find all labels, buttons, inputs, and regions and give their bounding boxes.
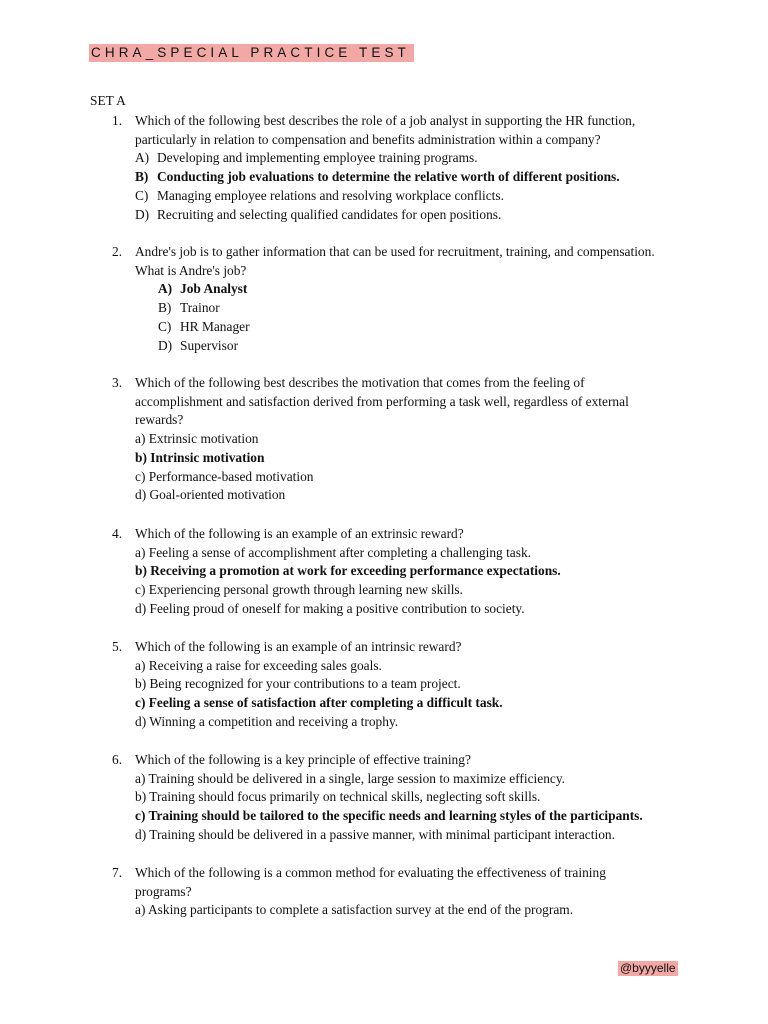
answer-option-d: D) Supervisor: [158, 337, 239, 353]
question-4: [90, 525, 690, 619]
question-text-line: Which of the following is an example of an extrinsic reward?: [135, 526, 464, 541]
question-number: 2.: [112, 244, 123, 259]
question-text-line: Which of the following is an example of an intrinsic reward?: [135, 639, 462, 654]
question-text-line: Andre's job is to gather information that can be used for recruitment, training, and compensation.: [135, 244, 655, 259]
question-number: 4.: [112, 526, 123, 541]
correct-answer-option-b: b) Receiving a promotion at work for exceeding performance expectations.: [135, 563, 561, 579]
question-number: 1.: [112, 113, 123, 128]
answer-option-b: b) Training should focus primarily on technical skills, neglecting soft skills.: [135, 789, 541, 805]
question-number: 6.: [112, 752, 123, 767]
question-text-line: What is Andre's job?: [135, 262, 247, 278]
answer-option-a: a) Asking participants to complete a satisfaction survey at the end of the program.: [135, 902, 574, 918]
question-text-line: accomplishment and satisfaction derived from performing a task well, regardless of external: [135, 393, 629, 409]
correct-answer-option-a: A) Job Analyst: [158, 281, 248, 297]
question-5: [90, 638, 690, 732]
question-1: [90, 112, 690, 224]
answer-option-c: C) Managing employee relations and resolving workplace conflicts.: [135, 187, 504, 203]
answer-option-d: d) Feeling proud of oneself for making a positive contribution to society.: [135, 600, 525, 616]
answer-option-a: a) Feeling a sense of accomplishment after completing a challenging task.: [135, 544, 532, 560]
question-text-line: rewards?: [135, 412, 184, 428]
answer-option-a: a) Training should be delivered in a single, large session to maximize efficiency.: [135, 770, 566, 786]
correct-answer-option-b: B) Conducting job evaluations to determine the relative worth of different positions.: [135, 169, 620, 185]
answer-option-c: c) Experiencing personal growth through learning new skills.: [135, 582, 463, 598]
answer-option-d: D) Recruiting and selecting qualified candidates for open positions.: [135, 206, 502, 222]
answer-option-b: B) Trainor: [158, 300, 220, 316]
correct-answer-option-c: c) Feeling a sense of satisfaction after completing a difficult task.: [135, 695, 503, 711]
question-3: [90, 374, 690, 505]
question-number: 7.: [112, 865, 123, 880]
correct-answer-option-c: c) Training should be tailored to the specific needs and learning styles of the participants.: [135, 808, 643, 824]
question-text-line: programs?: [135, 883, 192, 899]
correct-answer-option-b: b) Intrinsic motivation: [135, 449, 265, 465]
answer-option-d: d) Training should be delivered in a passive manner, with minimal participant interaction.: [135, 826, 615, 842]
answer-option-c: C) HR Manager: [158, 318, 250, 334]
question-text-line: Which of the following best describes the role of a job analyst in supporting the HR function,: [135, 113, 636, 128]
answer-option-a: A) Developing and implementing employee training programs.: [135, 150, 478, 166]
answer-option-d: d) Winning a competition and receiving a trophy.: [135, 713, 399, 729]
question-number: 5.: [112, 639, 123, 654]
question-text-line: particularly in relation to compensation and benefits administration within a company?: [135, 131, 601, 147]
author-handle: @byyyelle: [620, 961, 676, 975]
question-text-line: Which of the following best describes the motivation that comes from the feeling of: [135, 375, 585, 390]
set-label: SET A: [90, 93, 126, 108]
question-2: [90, 243, 690, 355]
question-text-line: Which of the following is a common method for evaluating the effectiveness of training: [135, 865, 606, 880]
answer-option-a: a) Receiving a raise for exceeding sales goals.: [135, 657, 382, 673]
question-number: 3.: [112, 375, 123, 390]
question-6: [90, 751, 690, 845]
question-text-line: Which of the following is a key principle of effective training?: [135, 752, 471, 767]
question-7: [90, 864, 690, 920]
answer-option-a: a) Extrinsic motivation: [135, 431, 259, 447]
answer-option-b: b) Being recognized for your contributions to a team project.: [135, 676, 461, 692]
answer-option-c: c) Performance-based motivation: [135, 468, 314, 484]
answer-option-d: d) Goal-oriented motivation: [135, 487, 286, 503]
document-title: CHRA_SPECIAL PRACTICE TEST: [89, 44, 414, 62]
